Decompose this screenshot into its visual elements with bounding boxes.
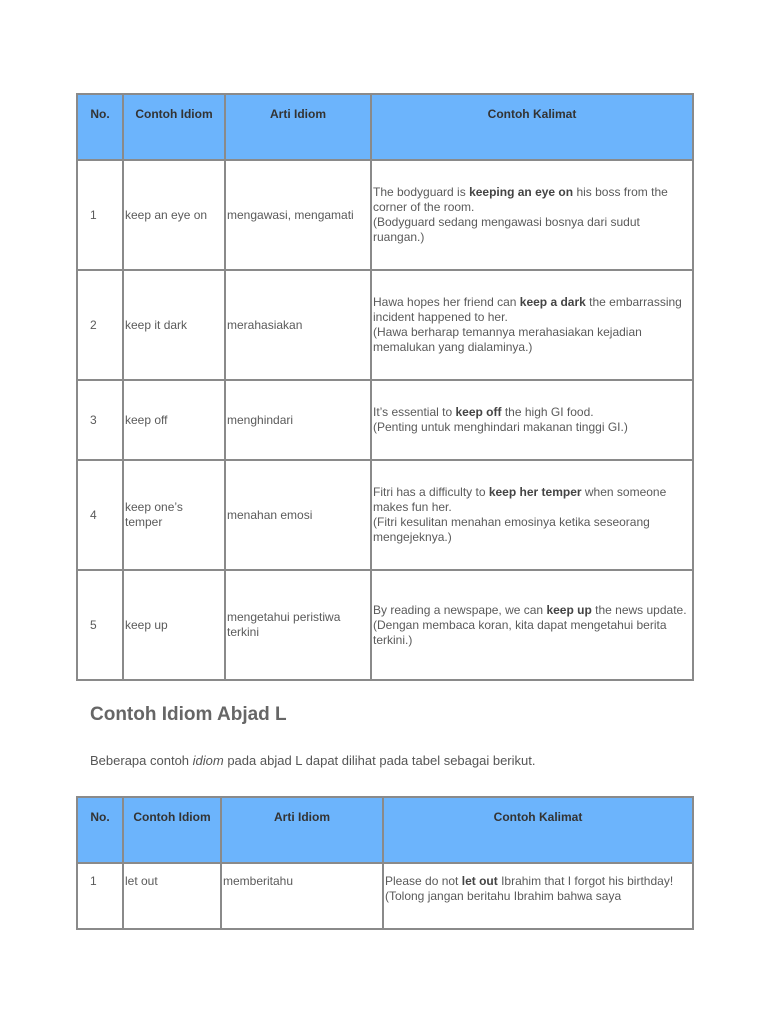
example-cell <box>371 570 693 680</box>
idiom-table-k <box>76 93 694 681</box>
table-header-row <box>77 94 693 160</box>
idiom-highlight: keep up <box>546 602 592 617</box>
row-number: 1 <box>77 863 123 929</box>
meaning-cell: merahasiakan <box>225 270 371 380</box>
idiom-cell: keep one’s temper <box>123 460 225 570</box>
example-text: Fitri has a difficulty to keep her temper when someone makes fun her. <box>373 485 667 514</box>
header-arti-idiom: Arti Idiom <box>225 94 371 160</box>
example-translation: (Dengan membaca koran, kita dapat mengetahui berita terkini.) <box>373 617 667 647</box>
example-text: The bodyguard is keeping an eye on his boss from the corner of the room. <box>373 185 668 214</box>
intro-emphasis: idiom <box>192 753 224 768</box>
row-number: 2 <box>77 270 123 380</box>
meaning-cell: memberitahu <box>221 863 383 929</box>
meaning-cell: mengawasi, mengamati <box>225 160 371 270</box>
header-contoh-idiom: Contoh Idiom <box>123 94 225 160</box>
example-translation: (Tolong jangan beritahu Ibrahim bahwa saya <box>385 889 622 903</box>
idiom-highlight: let out <box>461 874 498 888</box>
example-translation: (Hawa berharap temannya merahasiakan kejadian memalukan yang dialaminya.) <box>373 325 642 354</box>
idiom-highlight: keeping an eye on <box>469 185 574 199</box>
example-text: Hawa hopes her friend can keep a dark the embarrassing incident happened to her. <box>373 295 682 324</box>
section-intro: Beberapa contoh idiom pada abjad L dapat dilihat pada tabel sebagai berikut. <box>90 753 536 768</box>
example-cell <box>371 160 693 270</box>
table-row <box>77 570 693 680</box>
example-cell <box>371 380 693 460</box>
section-title: Contoh Idiom Abjad L <box>90 704 287 725</box>
header-contoh-idiom: Contoh Idiom <box>123 797 221 863</box>
meaning-cell: menghindari <box>225 380 371 460</box>
table-header-row <box>77 797 693 863</box>
idiom-cell: keep off <box>123 380 225 460</box>
example-text: It’s essential to keep off the high GI food. <box>373 405 594 419</box>
row-number: 1 <box>77 160 123 270</box>
idiom-cell: let out <box>123 863 221 929</box>
row-number: 4 <box>77 460 123 570</box>
table-row <box>77 160 693 270</box>
idiom-table-l <box>76 796 694 930</box>
header-contoh-kalimat: Contoh Kalimat <box>371 94 693 160</box>
example-cell <box>371 460 693 570</box>
table-row <box>77 863 693 929</box>
idiom-highlight: keep off <box>455 405 502 419</box>
table-row <box>77 270 693 380</box>
table-row <box>77 460 693 570</box>
example-translation: (Fitri kesulitan menahan emosinya ketika seseorang mengejeknya.) <box>373 515 650 544</box>
header-arti-idiom: Arti Idiom <box>221 797 383 863</box>
row-number: 5 <box>77 570 123 680</box>
row-number: 3 <box>77 380 123 460</box>
example-translation: (Bodyguard sedang mengawasi bosnya dari sudut ruangan.) <box>373 215 640 244</box>
example-text: Please do not let out Ibrahim that I forgot his birthday! <box>385 874 674 888</box>
idiom-cell: keep it dark <box>123 270 225 380</box>
example-text: By reading a newspape, we can keep up the news update. <box>373 602 687 617</box>
meaning-cell: mengetahui peristiwa terkini <box>225 570 371 680</box>
header-no: No. <box>77 797 123 863</box>
header-contoh-kalimat: Contoh Kalimat <box>383 797 693 863</box>
header-no: No. <box>77 94 123 160</box>
example-cell <box>371 270 693 380</box>
table-row <box>77 380 693 460</box>
example-translation: (Penting untuk menghindari makanan tinggi GI.) <box>373 420 628 434</box>
example-cell <box>383 863 693 929</box>
idiom-cell: keep an eye on <box>123 160 225 270</box>
idiom-highlight: keep a dark <box>519 295 586 309</box>
idiom-cell: keep up <box>123 570 225 680</box>
meaning-cell: menahan emosi <box>225 460 371 570</box>
idiom-highlight: keep her temper <box>488 485 582 499</box>
